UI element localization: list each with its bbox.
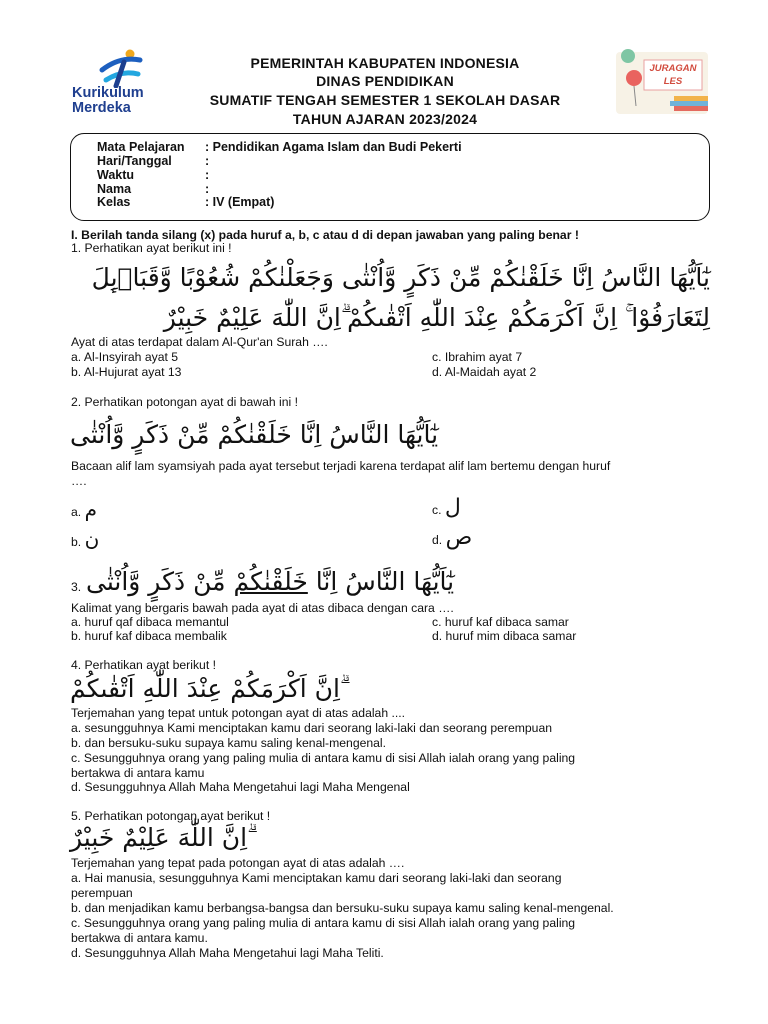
q3-option-c[interactable]: c. huruf kaf dibaca samar — [432, 615, 569, 629]
q5-option-a-line-2[interactable]: perempuan — [71, 886, 133, 900]
q3-arabic — [86, 565, 454, 599]
logo-text-juragan: JURAGAN — [649, 63, 697, 74]
header-line-2: DINAS PENDIDIKAN — [316, 73, 454, 89]
q1-option-d[interactable]: d. Al-Maidah ayat 2 — [432, 365, 537, 379]
option-label: d. — [432, 533, 443, 547]
q5-arabic: ۗاِنَّ اللّٰهَ عَلِيْمٌ خَبِيْرٌ — [70, 823, 248, 852]
header-line-4: TAHUN AJARAN 2023/2024 — [292, 111, 478, 127]
q2-option-a[interactable] — [71, 497, 97, 521]
option-arabic-letter: ن — [84, 527, 100, 551]
student-info-box — [70, 133, 710, 221]
info-value: : — [205, 154, 210, 168]
info-value: : Pendidikan Agama Islam dan Budi Pekerti — [205, 140, 462, 154]
q5-option-b[interactable]: b. dan menjadikan kamu berbangsa-bangsa dan bersuku-suku supaya kamu saling kenal-mengenal. — [71, 901, 614, 915]
q3-arabic-underlined: خَلَقْنٰكُمْ — [233, 567, 308, 596]
q2-option-c[interactable] — [432, 495, 461, 520]
q4-option-c-line-2[interactable]: bertakwa di antara kamu — [71, 766, 205, 780]
info-value: : — [205, 168, 210, 182]
kurikulum-merdeka-logo — [72, 48, 164, 120]
q3-option-b[interactable]: b. huruf kaf dibaca membalik — [71, 629, 227, 643]
q1-arabic-line-2: لِتَعَارَفُوْا ۚ اِنَّ اَكْرَمَكُمْ عِنْدَ اللّٰهِ اَتْقٰىكُمْ ۗاِنَّ اللّٰهَ عَلِيْمٌ خَبِيْرٌ — [163, 303, 710, 332]
option-arabic-letter: ص — [445, 525, 473, 550]
q3-number: 3. — [71, 580, 82, 594]
q4-question: Terjemahan yang tepat untuk potongan ayat di atas adalah .... — [71, 706, 406, 720]
q2-option-b[interactable] — [71, 527, 100, 551]
info-label: Kelas — [97, 195, 131, 209]
info-value: : — [205, 182, 210, 196]
info-label: Mata Pelajaran — [97, 140, 185, 154]
kurikulum-merdeka-emblem-icon — [94, 48, 154, 88]
option-label: c. — [432, 503, 442, 517]
q3-option-d[interactable]: d. huruf mim dibaca samar — [432, 629, 577, 643]
q4-option-b[interactable]: b. dan bersuku-suku supaya kamu saling kenal-mengenal. — [71, 736, 387, 750]
q3-arabic-part-1: يٰٓاَيُّهَا النَّاسُ اِنَّا — [307, 567, 455, 596]
option-label: b. — [71, 535, 82, 549]
q4-arabic: ۗاِنَّ اَكْرَمَكُمْ عِنْدَ اللّٰهِ اَتْقٰىكُمْ — [70, 674, 340, 703]
info-label: Hari/Tanggal — [97, 154, 172, 168]
q1-option-c[interactable]: c. Ibrahim ayat 7 — [432, 350, 523, 364]
info-label: Nama — [97, 182, 132, 196]
q5-option-a-line-1[interactable]: a. Hai manusia, sesungguhnya Kami menciptakan kamu dari seorang laki-laki dan seorang — [71, 871, 562, 885]
q2-question-line-1: Bacaan alif lam syamsiyah pada ayat tersebut terjadi karena terdapat alif lam bertemu dengan huruf — [71, 459, 611, 473]
q2-option-d[interactable] — [432, 525, 473, 550]
q1-option-b[interactable]: b. Al-Hujurat ayat 13 — [71, 365, 182, 379]
q4-option-a[interactable]: a. sesungguhnya Kami menciptakan kamu dari seorang laki-laki dan seorang perempuan — [71, 721, 553, 735]
q4-option-d[interactable]: d. Sesungguhnya Allah Maha Mengetahui lagi Maha Mengenal — [71, 780, 410, 794]
info-value: : IV (Empat) — [205, 195, 275, 209]
option-label: a. — [71, 505, 82, 519]
logo-text: Kurikulum Merdeka — [72, 85, 144, 116]
q5-prompt: 5. Perhatikan potongan ayat berikut ! — [71, 809, 271, 823]
q1-arabic-line-1: يٰٓاَيُّهَا النَّاسُ اِنَّا خَلَقْنٰكُمْ مِّنْ ذَكَرٍ وَّاُنْثٰى وَجَعَلْنٰكُمْ شُعُوْبًا وَّقَبَاۤىِٕلَ — [91, 263, 710, 292]
option-arabic-letter: ل — [444, 495, 461, 520]
q5-option-c-line-1[interactable]: c. Sesungguhnya orang yang paling mulia di antara kamu di sisi Allah ialah orang yang paling — [71, 916, 576, 930]
q4-prompt: 4. Perhatikan ayat berikut ! — [71, 658, 216, 672]
q5-question: Terjemahan yang tepat pada potongan ayat di atas adalah …. — [71, 856, 405, 870]
q1-question: Ayat di atas terdapat dalam Al-Qur'an Surah …. — [71, 335, 328, 349]
header-line-1: PEMERINTAH KABUPATEN INDONESIA — [250, 55, 520, 71]
logo-text-les: LES — [663, 76, 683, 87]
q2-arabic: يٰٓاَيُّهَا النَّاسُ اِنَّا خَلَقْنٰكُمْ مِّنْ ذَكَرٍ وَّاُنْثٰى — [70, 420, 439, 449]
q1-prompt: 1. Perhatikan ayat berikut ini ! — [71, 241, 232, 255]
info-label: Waktu — [97, 168, 135, 182]
q2-prompt: 2. Perhatikan potongan ayat di bawah ini ! — [71, 395, 298, 409]
q5-option-c-line-2[interactable]: bertakwa di antara kamu. — [71, 931, 208, 945]
q4-option-c-line-1[interactable]: c. Sesungguhnya orang yang paling mulia di antara kamu di sisi Allah ialah orang yang paling — [71, 751, 576, 765]
juragan-les-logo — [610, 46, 714, 120]
q2-question-line-2: …. — [71, 474, 87, 488]
header-line-3: SUMATIF TENGAH SEMESTER 1 SEKOLAH DASAR — [209, 92, 561, 108]
q1-option-a[interactable]: a. Al-Insyirah ayat 5 — [71, 350, 179, 364]
q3-question: Kalimat yang bergaris bawah pada ayat di atas dibaca dengan cara …. — [71, 601, 454, 615]
q3-option-a[interactable]: a. huruf qaf dibaca memantul — [71, 615, 229, 629]
instruction: I. Berilah tanda silang (x) pada huruf a, b, c atau d di depan jawaban yang paling benar ! — [71, 228, 579, 242]
q5-option-d[interactable]: d. Sesungguhnya Allah Maha Mengetahui lagi Maha Teliti. — [71, 946, 384, 960]
q3-arabic-part-2: مِّنْ ذَكَرٍ وَّاُنْثٰى — [86, 567, 234, 596]
option-arabic-letter: م — [84, 497, 97, 521]
